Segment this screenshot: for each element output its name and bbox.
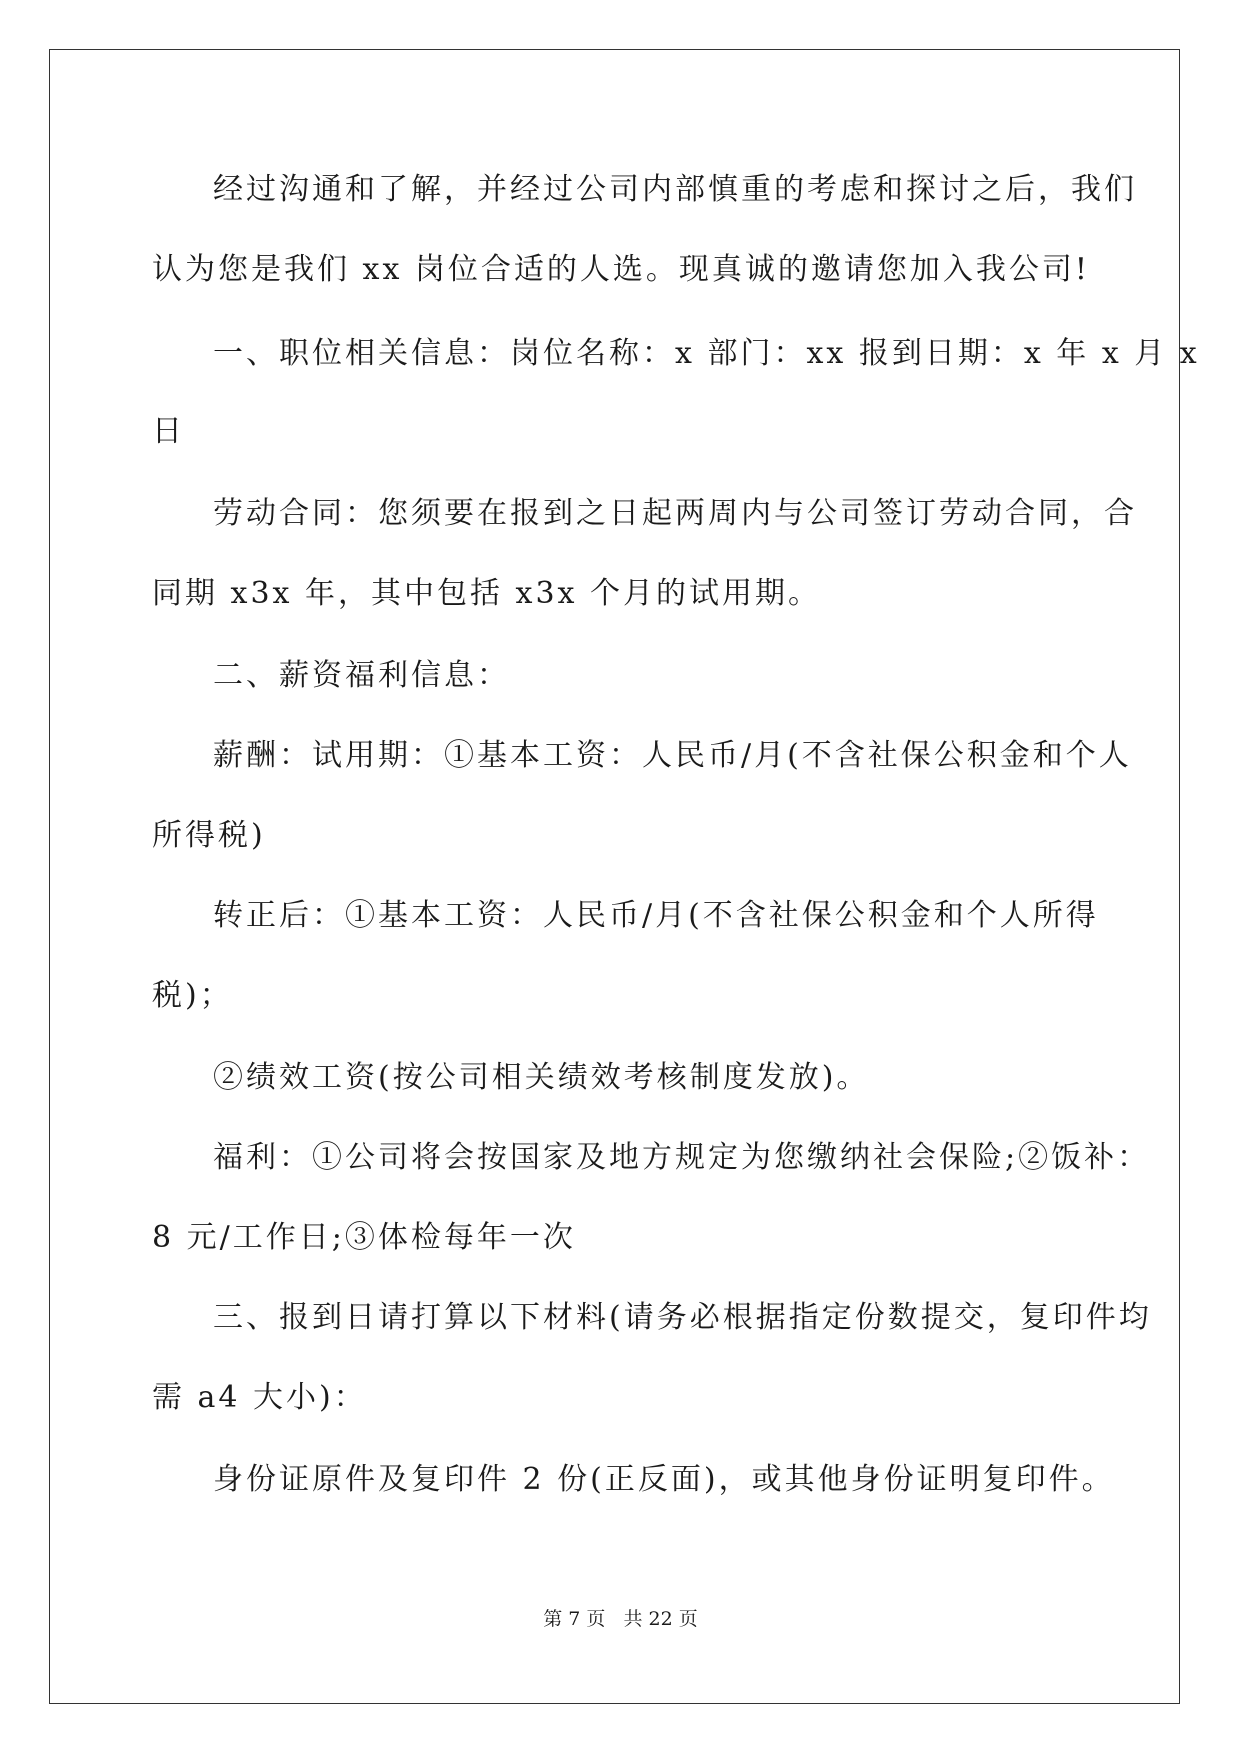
paragraph-intro-line-2: 认为您是我们 xx 岗位合适的人选。现真诚的邀请您加入我公司!: [152, 252, 1090, 287]
paragraph-intro-line-1: 经过沟通和了解，并经过公司内部慎重的考虑和探讨之后，我们: [213, 172, 1137, 207]
section-3-heading-line-1: 三、报到日请打算以下材料(请务必根据指定份数提交，复印件均: [213, 1300, 1152, 1335]
salary-probation-line-1: 薪酬：试用期：①基本工资：人民币/月(不含社保公积金和个人: [213, 738, 1132, 773]
page-footer: 第 7 页 共 22 页: [543, 1608, 698, 1630]
section-1-heading-line-1: 一、职位相关信息：岗位名称：x 部门：xx 报到日期：x 年 x 月 x: [213, 336, 1200, 371]
benefits-line-2: 8 元/工作日;③体检每年一次: [152, 1220, 576, 1255]
id-document-line: 身份证原件及复印件 2 份(正反面)，或其他身份证明复印件。: [213, 1462, 1115, 1497]
labor-contract-line-2: 同期 x3x 年，其中包括 x3x 个月的试用期。: [152, 576, 821, 611]
page-border: [49, 49, 1180, 1704]
salary-probation-line-2: 所得税): [152, 818, 266, 853]
performance-pay-line: ②绩效工资(按公司相关绩效考核制度发放)。: [213, 1060, 870, 1095]
salary-regular-line-2: 税)；: [152, 978, 233, 1013]
section-1-heading-line-2: 日: [152, 414, 185, 449]
labor-contract-line-1: 劳动合同：您须要在报到之日起两周内与公司签订劳动合同，合: [213, 496, 1137, 531]
section-2-heading: 二、薪资福利信息：: [213, 658, 510, 693]
section-3-heading-line-2: 需 a4 大小)：: [152, 1380, 367, 1415]
salary-regular-line-1: 转正后：①基本工资：人民币/月(不含社保公积金和个人所得: [213, 898, 1099, 933]
benefits-line-1: 福利：①公司将会按国家及地方规定为您缴纳社会保险;②饭补：: [213, 1140, 1151, 1175]
